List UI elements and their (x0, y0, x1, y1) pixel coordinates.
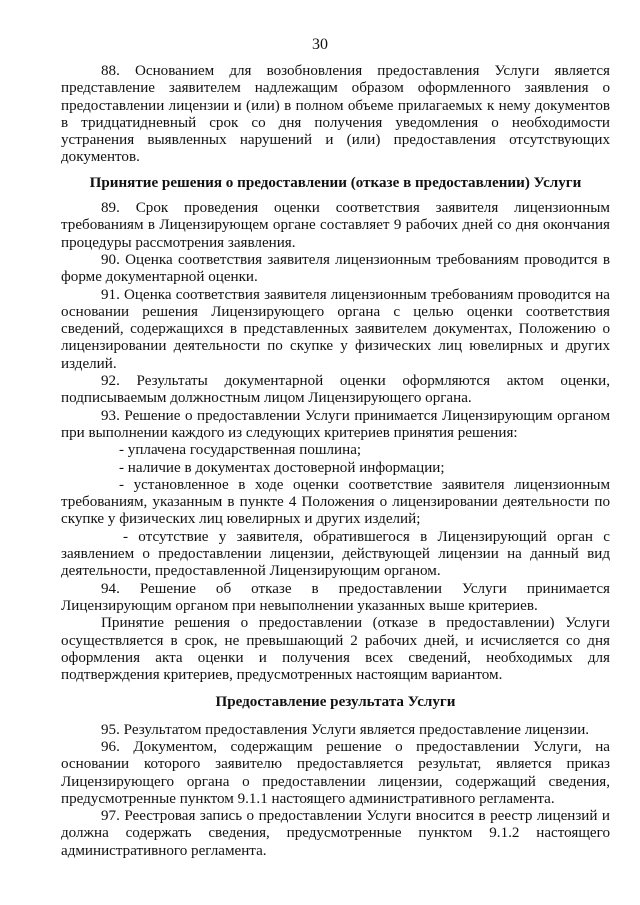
criterion-item: - уплачена государственная пошлина; (119, 442, 362, 459)
paragraph-91: 91. Оценка соответствия заявителя лицензионным требованиям проводится на основании решения Лицензирующего органа с целью оценки соответствия сведений, содержащихся в представленных заявителем документах, Положению о лицензировании деятельности по скупке у физических лиц ювелирных и других изделий. (61, 286, 610, 372)
paragraph-97: 97. Реестровая запись о предоставлении Услуги вносится в реестр лицензий и должна содержать сведения, предусмотренные пунктом 9.1.2 настоящего административного регламента. (61, 808, 610, 859)
paragraph-94-continued: Принятие решения о предоставлении (отказе в предоставлении) Услуги осуществляется в срок, не превышающий 2 рабочих дней, и исчисляется со дня оформления акта оценки и получения всех сведений, необходимых для подтверждения критериев, предусмотренных настоящим вариантом. (61, 615, 610, 684)
paragraph-93: 93. Решение о предоставлении Услуги принимается Лицензирующим органом при выполнении каждого из следующих критериев принятия решения: (61, 407, 610, 441)
criterion-item: - наличие в документах достоверной информации; (119, 459, 445, 476)
criterion-item: - отсутствие у заявителя, обратившегося в Лицензирующий орган с заявлением о предоставлении лицензии, действующей лицензии на данный вид деятельности, предоставленной Лицензирующим органом. (61, 528, 610, 580)
paragraph-95: 95. Результатом предоставления Услуги является предоставление лицензии. (101, 721, 590, 738)
paragraph-89: 89. Срок проведения оценки соответствия заявителя лицензионным требованиям в Лицензирующем органе составляет 9 рабочих дней со дня окончания процедуры рассмотрения заявления. (61, 200, 610, 251)
document-body (61, 63, 610, 860)
paragraph-96: 96. Документом, содержащим решение о предоставлении Услуги, на основании которого заявителю предоставляется результат, является приказ Лицензирующего органа о предоставлении лицензии, содержащий сведения, предусмотренные пунктом 9.1.1 настоящего административного регламента. (61, 738, 610, 807)
section-heading-decision: Принятие решения о предоставлении (отказе в предоставлении) Услуги (89, 174, 582, 191)
section-heading-result: Предоставление результата Услуги (215, 694, 456, 711)
page-number: 30 (312, 36, 328, 53)
paragraph-88: 88. Основанием для возобновления предоставления Услуги является представление заявителем надлежащим образом оформленного заявления о предоставлении лицензии и (или) в полном объеме прилагаемых к нему документов в тридцатидневный срок со дня получения уведомления о необходимости устранения выявленных нарушений и (или) предоставления отсутствующих документов. (61, 63, 610, 166)
paragraph-92: 92. Результаты документарной оценки оформляются актом оценки, подписываемым должностным лицом Лицензирующего органа. (61, 373, 610, 407)
paragraph-90: 90. Оценка соответствия заявителя лицензионным требованиям проводится в форме документарной оценки. (61, 251, 610, 286)
criterion-item: - установленное в ходе оценки соответствие заявителя лицензионным требованиям, указанным в пункте 4 Положения о лицензировании деятельности по скупке у физических лиц ювелирных и других изделий; (61, 476, 610, 528)
paragraph-94: 94. Решение об отказе в предоставлении Услуги принимается Лицензирующим органом при невыполнении указанных выше критериев. (61, 580, 610, 614)
